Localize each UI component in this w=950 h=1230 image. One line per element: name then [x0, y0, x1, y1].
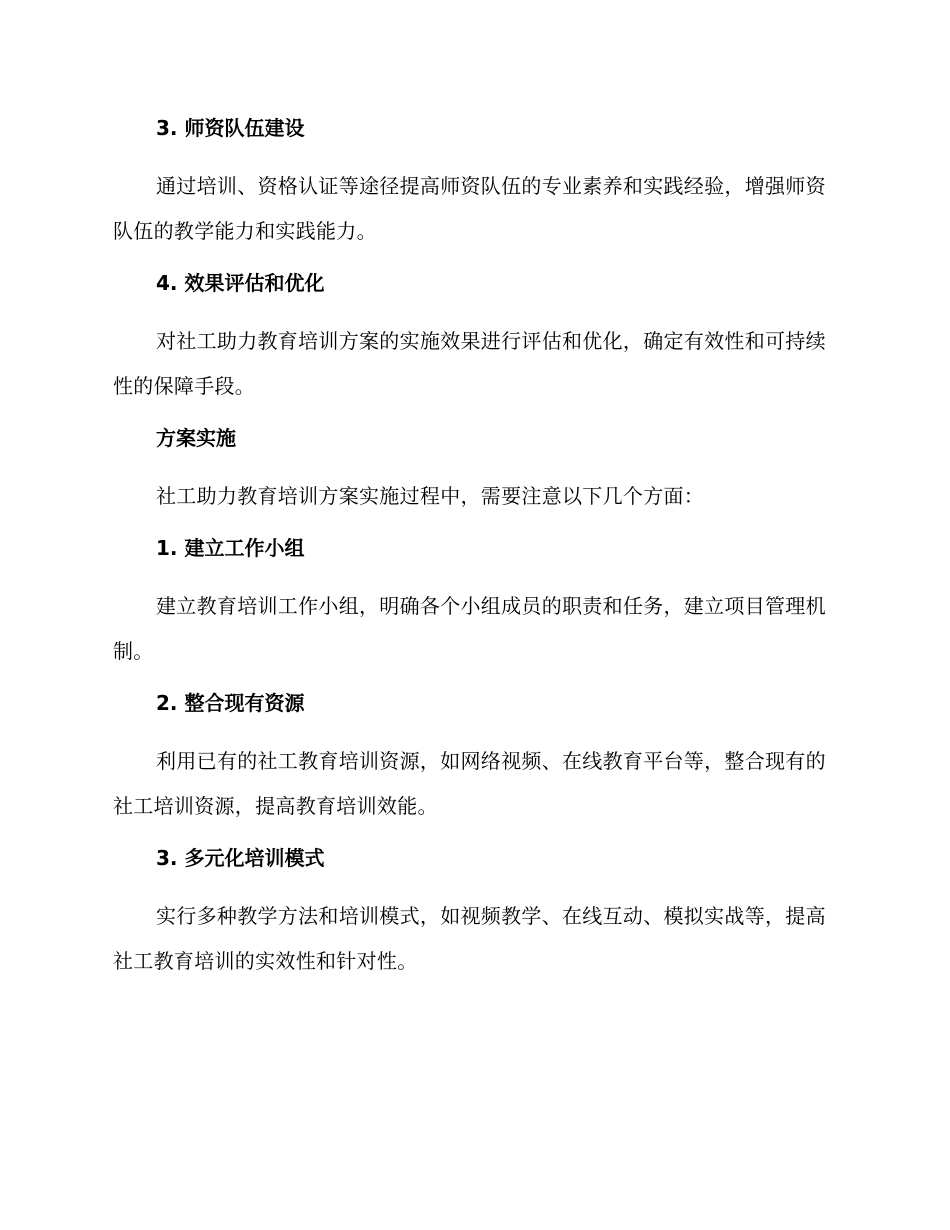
section-heading: 4. 效果评估和优化	[156, 271, 325, 295]
section-heading: 1. 建立工作小组	[156, 536, 305, 560]
section-heading: 方案实施	[156, 426, 236, 450]
section-paragraph: 利用已有的社工教育培训资源，如网络视频、在线教育平台等，整合现有的社工培训资源，提高教育培训效能。	[113, 749, 826, 818]
document-body	[113, 112, 831, 984]
section-paragraph: 通过培训、资格认证等途径提高师资队伍的专业素养和实践经验，增强师资队伍的教学能力和实践能力。	[113, 174, 826, 243]
section-heading: 3. 师资队伍建设	[156, 116, 305, 140]
section-paragraph: 社工助力教育培训方案实施过程中，需要注意以下几个方面：	[156, 484, 705, 508]
section-paragraph: 实行多种教学方法和培训模式，如视频教学、在线互动、模拟实战等，提高社工教育培训的实效性和针对性。	[113, 904, 826, 973]
section-heading: 2. 整合现有资源	[156, 691, 305, 715]
section-paragraph: 建立教育培训工作小组，明确各个小组成员的职责和任务，建立项目管理机制。	[113, 594, 826, 663]
section-heading: 3. 多元化培训模式	[156, 846, 325, 870]
section-paragraph: 对社工助力教育培训方案的实施效果进行评估和优化，确定有效性和可持续性的保障手段。	[113, 329, 826, 398]
